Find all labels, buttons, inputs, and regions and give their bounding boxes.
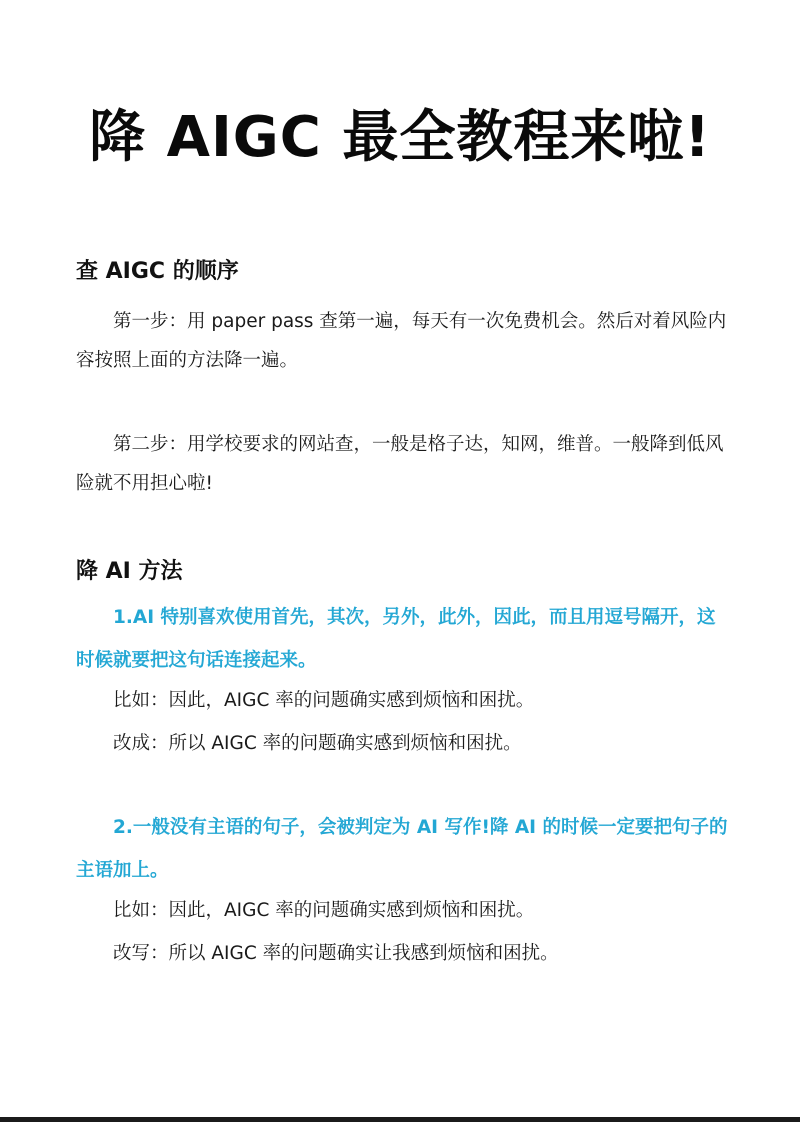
method-two-revised: 改写：所以 AIGC 率的问题确实让我感到烦恼和困扰。: [113, 943, 559, 964]
method-one-tip: 1.AI 特别喜欢使用首先，其次，另外，此外，因此，而且用逗号隔开，这时候就要把这句话连接起来。: [76, 607, 716, 671]
method-two-tip: 2.一般没有主语的句子，会被判定为 AI 写作!降 AI 的时候一定要把句子的主语加上。: [76, 817, 728, 881]
step-one-paragraph: 第一步：用 paper pass 查第一遍，每天有一次免费机会。然后对着风险内容按照上面的方法降一遍。: [76, 311, 727, 371]
methods-heading: 降 AI 方法: [76, 559, 183, 584]
method-one-example: 比如：因此，AIGC 率的问题确实感到烦恼和困扰。: [113, 690, 535, 711]
bottom-divider: [0, 1117, 800, 1122]
method-two-example: 比如：因此，AIGC 率的问题确实感到烦恼和困扰。: [113, 900, 535, 921]
check-order-heading: 查 AIGC 的顺序: [76, 259, 239, 284]
page-title: 降 AIGC 最全教程来啦!: [89, 105, 711, 170]
method-one-revised: 改成：所以 AIGC 率的问题确实感到烦恼和困扰。: [113, 733, 522, 754]
step-two-paragraph: 第二步：用学校要求的网站查，一般是格子达，知网，维普。一般降到低风险就不用担心啦!: [76, 434, 724, 494]
